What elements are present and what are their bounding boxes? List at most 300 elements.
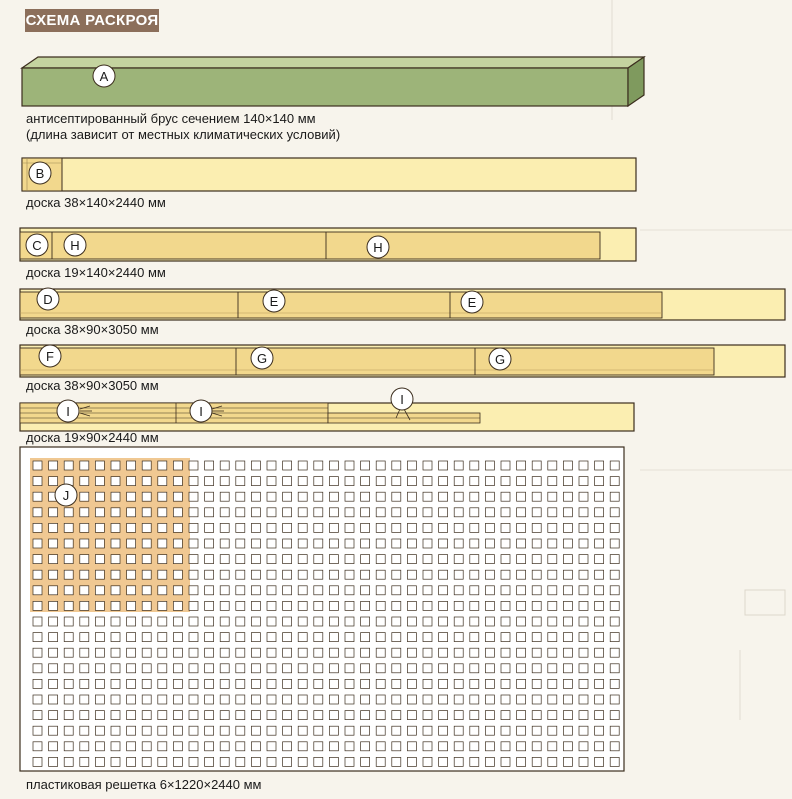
grid-cell bbox=[423, 695, 432, 704]
grid-cell bbox=[111, 711, 120, 720]
grid-cell bbox=[205, 617, 214, 626]
grid-cell bbox=[267, 711, 276, 720]
grid-cell bbox=[283, 679, 292, 688]
grid-cell bbox=[376, 679, 385, 688]
grid-cell bbox=[298, 477, 307, 486]
grid-cell bbox=[470, 523, 479, 532]
grid-cell bbox=[329, 711, 338, 720]
grid-cell bbox=[251, 742, 260, 751]
grid-cell bbox=[205, 477, 214, 486]
grid-cell bbox=[454, 555, 463, 564]
grid-cell bbox=[579, 726, 588, 735]
grid-cell bbox=[423, 664, 432, 673]
grid-cell bbox=[267, 477, 276, 486]
grid-cell bbox=[64, 711, 73, 720]
grid-cell bbox=[267, 742, 276, 751]
grid-cell bbox=[470, 757, 479, 766]
grid-cell bbox=[251, 695, 260, 704]
grid-cell bbox=[205, 711, 214, 720]
grid-cell bbox=[80, 586, 89, 595]
grid-cell bbox=[80, 664, 89, 673]
grid-cell bbox=[33, 617, 42, 626]
grid-cell bbox=[173, 648, 182, 657]
grid-cell bbox=[470, 555, 479, 564]
grid-cell bbox=[142, 757, 151, 766]
grid-cell bbox=[439, 555, 448, 564]
grid-cell bbox=[64, 539, 73, 548]
grid-cell bbox=[407, 586, 416, 595]
grid-cell bbox=[33, 648, 42, 657]
grid-cell bbox=[470, 601, 479, 610]
grid-cell bbox=[563, 726, 572, 735]
grid-cell bbox=[298, 633, 307, 642]
grid-cell bbox=[173, 664, 182, 673]
grid-cell bbox=[220, 664, 229, 673]
grid-cell bbox=[579, 539, 588, 548]
grid-cell bbox=[517, 477, 526, 486]
grid-cell bbox=[361, 617, 370, 626]
grid-cell bbox=[485, 492, 494, 501]
grid-cell bbox=[33, 570, 42, 579]
grid-cell bbox=[283, 695, 292, 704]
grid-cell bbox=[220, 539, 229, 548]
grid-cell bbox=[173, 492, 182, 501]
grid-cell bbox=[33, 523, 42, 532]
grid-cell bbox=[33, 695, 42, 704]
grid-cell bbox=[563, 711, 572, 720]
svg-text:G: G bbox=[494, 352, 506, 367]
grid-cell bbox=[548, 757, 557, 766]
grid-cell bbox=[314, 555, 323, 564]
grid-cell bbox=[392, 757, 401, 766]
grid-cell bbox=[205, 508, 214, 517]
grid-cell bbox=[220, 461, 229, 470]
grid-cell bbox=[251, 633, 260, 642]
grid-cell bbox=[595, 477, 604, 486]
grid-cell bbox=[236, 695, 245, 704]
grid-cell bbox=[64, 601, 73, 610]
grid-cell bbox=[501, 711, 510, 720]
grid-cell bbox=[189, 711, 198, 720]
grid-cell bbox=[142, 523, 151, 532]
grid-cell bbox=[517, 492, 526, 501]
grid-cell bbox=[517, 555, 526, 564]
part-label-h-1 bbox=[64, 234, 86, 256]
svg-text:F: F bbox=[46, 349, 54, 364]
grid-cell bbox=[173, 555, 182, 564]
grid-cell bbox=[548, 539, 557, 548]
grid-cell bbox=[64, 633, 73, 642]
grid-cell bbox=[173, 711, 182, 720]
grid-cell bbox=[485, 711, 494, 720]
part-label-j bbox=[55, 484, 77, 506]
grid-cell bbox=[376, 586, 385, 595]
grid-cell bbox=[64, 617, 73, 626]
grid-cell bbox=[158, 726, 167, 735]
grid-cell bbox=[95, 601, 104, 610]
grid-cell bbox=[595, 601, 604, 610]
grid-cell bbox=[298, 648, 307, 657]
grid-cell bbox=[267, 726, 276, 735]
grid-cell bbox=[329, 508, 338, 517]
grid-cell bbox=[485, 726, 494, 735]
grid-cell bbox=[563, 555, 572, 564]
grid-cell bbox=[127, 601, 136, 610]
grid-cell bbox=[470, 664, 479, 673]
grid-cell bbox=[95, 555, 104, 564]
grid-cell bbox=[470, 633, 479, 642]
grid-cell bbox=[439, 508, 448, 517]
grid-cell bbox=[33, 633, 42, 642]
grid-cell bbox=[376, 757, 385, 766]
grid-cell bbox=[423, 570, 432, 579]
grid-cell bbox=[173, 617, 182, 626]
grid-cell bbox=[205, 757, 214, 766]
grid-cell bbox=[501, 570, 510, 579]
grid-cell bbox=[158, 617, 167, 626]
grid-cell bbox=[64, 757, 73, 766]
grid-cell bbox=[532, 461, 541, 470]
grid-cell bbox=[610, 617, 619, 626]
grid-cell bbox=[423, 508, 432, 517]
grid-cell bbox=[127, 492, 136, 501]
grid-cell bbox=[376, 726, 385, 735]
svg-text:D: D bbox=[43, 292, 53, 307]
grid-cell bbox=[251, 555, 260, 564]
grid-cell bbox=[579, 648, 588, 657]
grid-cell bbox=[361, 523, 370, 532]
grid-cell bbox=[158, 711, 167, 720]
grid-cell bbox=[345, 726, 354, 735]
part-label-e-1 bbox=[263, 290, 285, 312]
grid-cell bbox=[158, 523, 167, 532]
part-label-e-2 bbox=[461, 291, 483, 313]
grid-cell bbox=[80, 477, 89, 486]
grid-cell bbox=[563, 586, 572, 595]
grid-cell bbox=[392, 508, 401, 517]
grid-cell bbox=[610, 695, 619, 704]
grid-cell bbox=[158, 586, 167, 595]
grid-cell bbox=[33, 601, 42, 610]
grid-cell bbox=[314, 757, 323, 766]
grid-cell bbox=[158, 492, 167, 501]
grid-cell bbox=[95, 679, 104, 688]
grid-cell bbox=[314, 539, 323, 548]
grid-cell bbox=[220, 508, 229, 517]
grid-cell bbox=[283, 492, 292, 501]
grid-cell bbox=[33, 742, 42, 751]
grid-cell bbox=[80, 726, 89, 735]
caption-grid: пластиковая решетка 6×1220×2440 мм bbox=[26, 777, 262, 792]
grid-cell bbox=[33, 757, 42, 766]
grid-cell bbox=[517, 711, 526, 720]
grid-cell bbox=[49, 742, 58, 751]
svg-text:I: I bbox=[199, 404, 203, 419]
grid-cell bbox=[80, 617, 89, 626]
grid-cell bbox=[595, 570, 604, 579]
grid-cell bbox=[80, 570, 89, 579]
grid-cell bbox=[49, 586, 58, 595]
grid-cell bbox=[298, 555, 307, 564]
part-label-a bbox=[93, 65, 115, 87]
grid-cell bbox=[298, 539, 307, 548]
grid-cell bbox=[95, 726, 104, 735]
grid-cell bbox=[548, 601, 557, 610]
grid-cell bbox=[127, 726, 136, 735]
grid-cell bbox=[454, 492, 463, 501]
grid-cell bbox=[392, 586, 401, 595]
grid-cell bbox=[563, 617, 572, 626]
grid-cell bbox=[64, 664, 73, 673]
grid-cell bbox=[173, 539, 182, 548]
grid-cell bbox=[439, 726, 448, 735]
grid-cell bbox=[236, 539, 245, 548]
grid-cell bbox=[95, 508, 104, 517]
grid-cell bbox=[517, 633, 526, 642]
grid-cell bbox=[283, 539, 292, 548]
svg-text:I: I bbox=[400, 392, 404, 407]
grid-cell bbox=[314, 570, 323, 579]
board-i bbox=[20, 403, 634, 431]
svg-text:H: H bbox=[373, 240, 383, 255]
grid-cell bbox=[439, 492, 448, 501]
grid-cell bbox=[236, 742, 245, 751]
grid-cell bbox=[501, 477, 510, 486]
grid-cell bbox=[610, 679, 619, 688]
grid-cell bbox=[423, 601, 432, 610]
grid-cell bbox=[439, 523, 448, 532]
grid-cell bbox=[532, 508, 541, 517]
grid-cell bbox=[439, 695, 448, 704]
svg-text:E: E bbox=[269, 294, 279, 309]
grid-cell bbox=[454, 539, 463, 548]
grid-cell bbox=[220, 679, 229, 688]
grid-cell bbox=[579, 757, 588, 766]
grid-cell bbox=[392, 461, 401, 470]
grid-cell bbox=[563, 695, 572, 704]
grid-cell bbox=[80, 711, 89, 720]
grid-cell bbox=[376, 523, 385, 532]
board-b bbox=[22, 158, 636, 191]
grid-cell bbox=[563, 461, 572, 470]
grid-cell bbox=[49, 695, 58, 704]
grid-cell bbox=[329, 539, 338, 548]
grid-cell bbox=[376, 601, 385, 610]
grid-cell bbox=[345, 617, 354, 626]
grid-cell bbox=[345, 633, 354, 642]
grid-cell bbox=[111, 679, 120, 688]
grid-cell bbox=[205, 664, 214, 673]
grid-cell bbox=[595, 617, 604, 626]
grid-cell bbox=[407, 711, 416, 720]
grid-cell bbox=[298, 492, 307, 501]
svg-text:C: C bbox=[32, 238, 42, 253]
grid-cell bbox=[329, 601, 338, 610]
grid-cell bbox=[142, 742, 151, 751]
grid-cell bbox=[345, 601, 354, 610]
grid-cell bbox=[251, 757, 260, 766]
grid-cell bbox=[329, 664, 338, 673]
part-label-b bbox=[29, 162, 51, 184]
grid-cell bbox=[267, 539, 276, 548]
grid-cell bbox=[329, 617, 338, 626]
grid-cell bbox=[595, 695, 604, 704]
grid-cell bbox=[251, 461, 260, 470]
grid-cell bbox=[251, 617, 260, 626]
grid-cell bbox=[501, 633, 510, 642]
grid-cell bbox=[392, 648, 401, 657]
grid-cell bbox=[236, 523, 245, 532]
grid-cell bbox=[127, 570, 136, 579]
grid-cell bbox=[392, 742, 401, 751]
grid-cell bbox=[158, 648, 167, 657]
grid-cell bbox=[236, 586, 245, 595]
grid-cell bbox=[220, 648, 229, 657]
grid-cell bbox=[392, 601, 401, 610]
grid-cell bbox=[517, 742, 526, 751]
grid-cell bbox=[80, 695, 89, 704]
grid-cell bbox=[579, 664, 588, 673]
grid-cell bbox=[517, 726, 526, 735]
grid-cell bbox=[517, 664, 526, 673]
grid-cell bbox=[267, 633, 276, 642]
grid-cell bbox=[485, 586, 494, 595]
grid-cell bbox=[579, 601, 588, 610]
grid-cell bbox=[189, 555, 198, 564]
grid-cell bbox=[314, 679, 323, 688]
grid-cell bbox=[329, 555, 338, 564]
grid-cell bbox=[111, 508, 120, 517]
grid-cell bbox=[64, 679, 73, 688]
grid-cell bbox=[142, 508, 151, 517]
grid-cell bbox=[361, 711, 370, 720]
grid-cell bbox=[142, 555, 151, 564]
grid-cell bbox=[49, 508, 58, 517]
grid-cell bbox=[345, 648, 354, 657]
grid-cell bbox=[595, 633, 604, 642]
grid-cell bbox=[376, 570, 385, 579]
grid-cell bbox=[142, 648, 151, 657]
grid-cell bbox=[610, 570, 619, 579]
grid-cell bbox=[314, 492, 323, 501]
grid-cell bbox=[173, 726, 182, 735]
grid-cell bbox=[33, 492, 42, 501]
grid-cell bbox=[470, 648, 479, 657]
grid-cell bbox=[236, 555, 245, 564]
grid-cell bbox=[205, 726, 214, 735]
grid-cell bbox=[189, 523, 198, 532]
grid-cell bbox=[361, 695, 370, 704]
grid-cell bbox=[189, 477, 198, 486]
grid-cell bbox=[392, 570, 401, 579]
grid-cell bbox=[423, 757, 432, 766]
grid-cell bbox=[610, 726, 619, 735]
grid-cell bbox=[345, 555, 354, 564]
grid-cell bbox=[407, 695, 416, 704]
grid-cell bbox=[610, 461, 619, 470]
caption-ch: доска 19×140×2440 мм bbox=[26, 265, 166, 280]
grid-cell bbox=[470, 461, 479, 470]
grid-cell bbox=[579, 586, 588, 595]
grid-cell bbox=[548, 508, 557, 517]
grid-cell bbox=[80, 539, 89, 548]
grid-cell bbox=[423, 679, 432, 688]
grid-cell bbox=[95, 711, 104, 720]
grid-cell bbox=[142, 492, 151, 501]
grid-cell bbox=[283, 523, 292, 532]
grid-cell bbox=[236, 477, 245, 486]
grid-cell bbox=[610, 492, 619, 501]
grid-cell bbox=[376, 695, 385, 704]
grid-cell bbox=[485, 570, 494, 579]
grid-cell bbox=[95, 757, 104, 766]
grid-cell bbox=[532, 492, 541, 501]
grid-cell bbox=[517, 523, 526, 532]
grid-cell bbox=[80, 461, 89, 470]
grid-cell bbox=[423, 742, 432, 751]
grid-cell bbox=[361, 586, 370, 595]
grid-cell bbox=[267, 508, 276, 517]
grid-cell bbox=[158, 742, 167, 751]
grid-cell bbox=[454, 508, 463, 517]
grid-cell bbox=[501, 461, 510, 470]
grid-cell bbox=[517, 617, 526, 626]
grid-cell bbox=[563, 477, 572, 486]
grid-cell bbox=[283, 633, 292, 642]
grid-cell bbox=[142, 726, 151, 735]
part-label-c bbox=[26, 234, 48, 256]
grid-cell bbox=[532, 633, 541, 642]
grid-cell bbox=[579, 570, 588, 579]
grid-cell bbox=[49, 539, 58, 548]
grid-cell bbox=[158, 508, 167, 517]
grid-cell bbox=[579, 711, 588, 720]
grid-cell bbox=[298, 601, 307, 610]
grid-cell bbox=[595, 508, 604, 517]
grid-cell bbox=[595, 742, 604, 751]
grid-cell bbox=[454, 757, 463, 766]
grid-cell bbox=[64, 586, 73, 595]
grid-cell bbox=[80, 757, 89, 766]
grid-cell bbox=[283, 508, 292, 517]
grid-cell bbox=[80, 742, 89, 751]
grid-cell bbox=[236, 664, 245, 673]
grid-cell bbox=[189, 742, 198, 751]
grid-cell bbox=[49, 648, 58, 657]
svg-text:H: H bbox=[70, 238, 80, 253]
grid-cell bbox=[579, 633, 588, 642]
grid-cell bbox=[407, 617, 416, 626]
grid-cell bbox=[579, 742, 588, 751]
grid-cell bbox=[532, 617, 541, 626]
caption-i: доска 19×90×2440 мм bbox=[26, 430, 159, 445]
grid-cell bbox=[517, 539, 526, 548]
grid-cell bbox=[205, 633, 214, 642]
grid-cell bbox=[298, 695, 307, 704]
grid-cell bbox=[345, 492, 354, 501]
grid-cell bbox=[220, 726, 229, 735]
grid-cell bbox=[189, 633, 198, 642]
grid-cell bbox=[439, 742, 448, 751]
svg-text:E: E bbox=[467, 295, 477, 310]
grid-cell bbox=[329, 477, 338, 486]
grid-cell bbox=[439, 617, 448, 626]
grid-cell bbox=[548, 477, 557, 486]
svg-text:B: B bbox=[35, 166, 45, 181]
grid-cell bbox=[111, 633, 120, 642]
grid-cell bbox=[111, 742, 120, 751]
grid-cell bbox=[579, 461, 588, 470]
